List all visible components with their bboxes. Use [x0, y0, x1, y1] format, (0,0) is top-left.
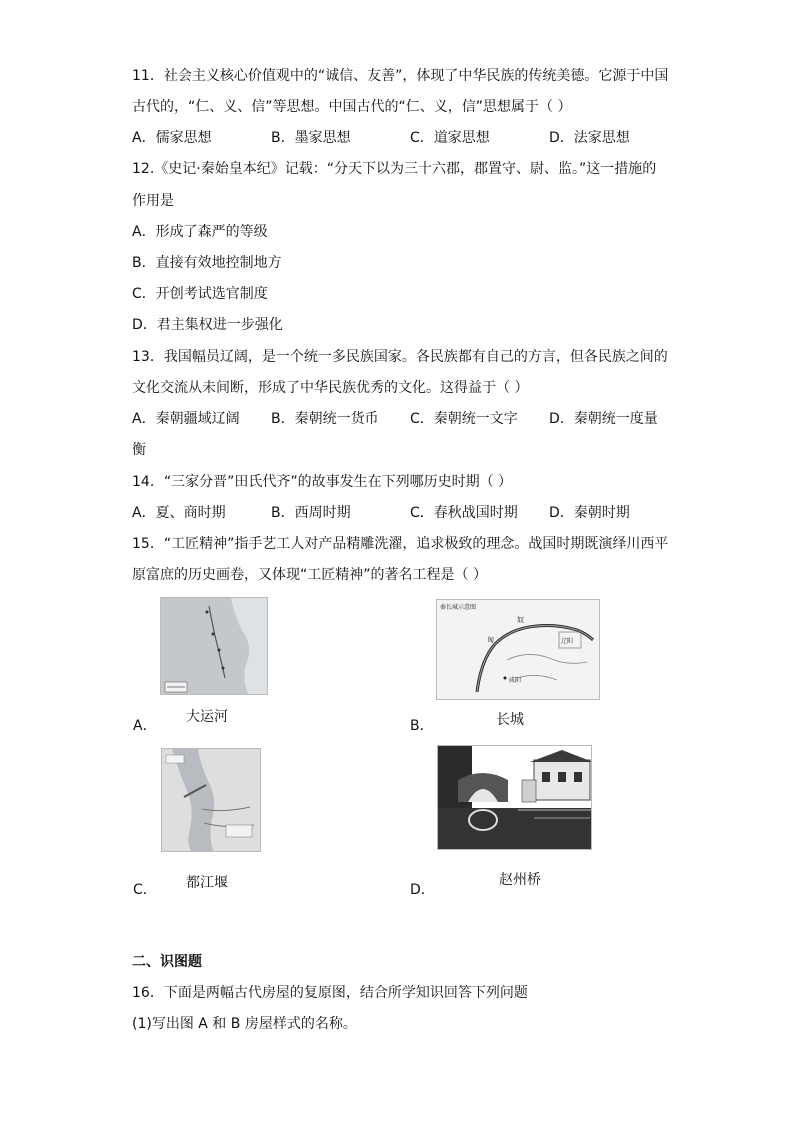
zhaozhou-bridge-photo — [437, 745, 592, 850]
q13-option-a: A．秦朝疆域辽阔 — [132, 411, 240, 427]
great-wall-map-graphic — [437, 600, 600, 700]
q11-line2: 古代的，“仁、义、信”等思想。中国古代的“仁、义，信”思想属于（ ） — [132, 99, 572, 115]
q15-choice-a-caption: 大运河 — [186, 709, 228, 725]
q15-choice-c-caption: 都江堰 — [186, 875, 228, 891]
great-wall-map-image — [436, 599, 600, 700]
q11-option-b: B．墨家思想 — [271, 130, 351, 146]
q15-choice-d-letter: D． — [410, 882, 435, 898]
q13-line1: 13．我国幅员辽阔，是一个统一多民族国家。各民族都有自己的方言，但各民族之间的 — [132, 349, 668, 365]
q11-line1: 11．社会主义核心价值观中的“诚信、友善”，体现了中华民族的传统美德。它源于中国 — [132, 68, 669, 84]
q13-option-b: B．秦朝统一货币 — [271, 411, 379, 427]
q13-option-d: D．秦朝统一度量 — [549, 411, 658, 427]
q14-option-b: B．西周时期 — [271, 505, 351, 521]
q14-option-d: D．秦朝时期 — [549, 505, 630, 521]
q15-choice-d-caption: 赵州桥 — [499, 872, 541, 888]
q15-choice-b-letter: B． — [410, 718, 434, 734]
q12-line2: 作用是 — [132, 193, 174, 209]
q13-option-d-wrap: 衡 — [132, 442, 146, 458]
great-wall-map-label-xiong: 匈 — [487, 636, 494, 644]
q12-option-a: A．形成了森严的等级 — [132, 224, 268, 240]
q16-line2: (1)写出图 A 和 B 房屋样式的名称。 — [132, 1016, 357, 1032]
q12-option-d: D．君主集权进一步强化 — [132, 317, 283, 333]
q16-line1: 16．下面是两幅古代房屋的复原图，结合所学知识回答下列问题 — [132, 985, 528, 1001]
dujiangyan-map-image — [161, 748, 261, 852]
q12-line1: 12.《史记·秦始皇本纪》记载：“分天下以为三十六郡，郡置守、尉、监。”这一措施的 — [132, 161, 657, 177]
q12-option-b: B．直接有效地控制地方 — [132, 255, 282, 271]
q15-line2: 原富庶的历史画卷，又体现“工匠精神”的著名工程是（ ） — [132, 567, 487, 583]
q13-option-c: C．秦朝统一文字 — [410, 411, 518, 427]
q15-choice-a-letter: A． — [133, 718, 157, 734]
q14-option-c: C．春秋战国时期 — [410, 505, 518, 521]
q14-option-a: A．夏、商时期 — [132, 505, 226, 521]
q15-choice-c-letter: C． — [133, 882, 157, 898]
grand-canal-map-graphic — [161, 598, 268, 695]
section-2-heading: 二、识图题 — [132, 954, 202, 970]
q11-option-a: A．儒家思想 — [132, 130, 212, 146]
q13-line2: 文化交流从未间断，形成了中华民族优秀的文化。这得益于（ ） — [132, 380, 529, 396]
q12-option-c: C．开创考试选官制度 — [132, 286, 268, 302]
great-wall-map-label-xianyang: 咸阳 — [509, 677, 522, 684]
great-wall-map-label-liaoyang: 辽阳 — [561, 638, 574, 645]
q11-option-d: D．法家思想 — [549, 130, 630, 146]
zhaozhou-bridge-graphic — [438, 746, 592, 850]
q15-line1: 15．“工匠精神”指手艺工人对产品精雕洗濯，追求极致的理念。战国时期既演绎川西平 — [132, 536, 669, 552]
grand-canal-map-image — [160, 597, 268, 695]
great-wall-map-label-xiongnu: 奴 — [517, 616, 524, 624]
dujiangyan-map-graphic — [162, 749, 261, 852]
q11-option-c: C．道家思想 — [410, 130, 490, 146]
q15-choice-b-caption: 长城 — [496, 712, 524, 728]
q14-line1: 14．“三家分晋”田氏代齐”的故事发生在下列哪历史时期（ ） — [132, 474, 513, 490]
great-wall-map-title: 秦长城示意图 — [440, 604, 477, 611]
